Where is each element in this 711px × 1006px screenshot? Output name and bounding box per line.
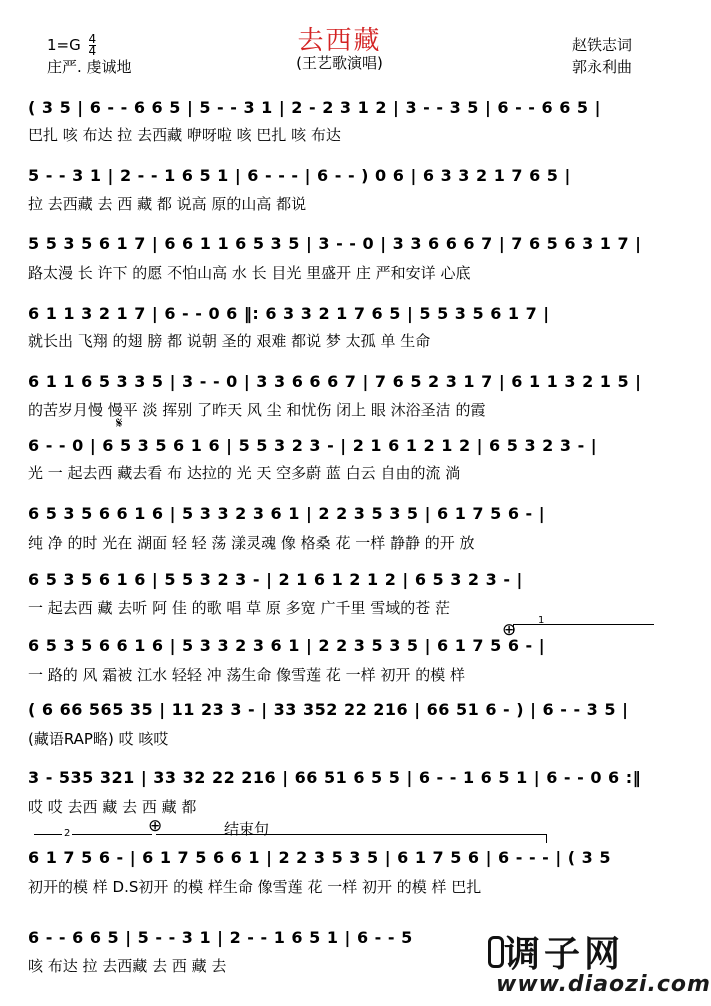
lyric-line-11: 哎 哎 去西 藏 去 西 藏 都 — [28, 798, 197, 816]
volta-2-bracket — [34, 828, 152, 843]
music-line-3: 5 5 3 5 6 1 7 | 6 6 1 1 6 5 3 5 | 3 - - 0 | 3 3 6 6 6 7 | 7 6 5 6 3 1 7 | — [28, 234, 642, 253]
segno-sign: 𝄋 — [116, 414, 123, 432]
composer: 郭永利曲 — [572, 58, 633, 76]
lyric-line-9: 一 路的 风 霜被 江水 轻轻 冲 荡生命 像雪莲 花 一样 初开 的模 样 — [28, 666, 465, 684]
volta-2-number: 2 — [64, 828, 71, 839]
coda-sign-2: ⊕ — [148, 816, 163, 836]
music-line-6: 6 - - 0 | 6 5 3 5 6 1 6 | 5 5 3 2 3 - | 2 1 6 1 2 1 2 | 6 5 3 2 3 - | — [28, 436, 598, 455]
time-denominator: 4 — [88, 44, 97, 58]
music-line-10: ( 6 66 565 35 | 11 23 3 - | 33 352 22 216 | 66 51 6 - ) | 6 - - 3 5 | — [28, 700, 629, 719]
music-line-1: ( 3 5 | 6 - - 6 6 5 | 5 - - 3 1 | 2 - 2 3 1 2 | 3 - - 3 5 | 6 - - 6 6 5 | — [28, 98, 601, 117]
music-line-4: 6 1 1 3 2 1 7 | 6 - - 0 6 ‖: 6 3 3 2 1 7 6 5 | 5 5 3 5 6 1 7 | — [28, 304, 550, 323]
music-line-11: 3 - 535 321 | 33 32 22 216 | 66 51 6 5 5 | 6 - - 1 6 5 1 | 6 - - 0 6 :‖ — [28, 768, 642, 787]
key-text: 1=G — [47, 36, 81, 54]
lyric-line-3: 路太漫 长 许下 的愿 不怕山高 水 长 目光 里盛开 庄 严和安详 心底 — [28, 264, 471, 282]
lyric-line-10: (藏语RAP略) 哎 咳哎 — [28, 730, 169, 748]
music-line-2: 5 - - 3 1 | 2 - - 1 6 5 1 | 6 - - - | 6 - - ) 0 6 | 6 3 3 2 1 7 6 5 | — [28, 166, 571, 185]
music-line-8: 6 5 3 5 6 1 6 | 5 5 3 2 3 - | 2 1 6 1 2 1 2 | 6 5 3 2 3 - | — [28, 570, 523, 589]
ending-label: 结束句 — [224, 820, 270, 838]
coda-sign-1: ⊕ — [502, 620, 517, 640]
music-line-9: 6 5 3 5 6 6 1 6 | 5 3 3 2 3 6 1 | 2 2 3 5 3 5 | 6 1 7 5 6 - | — [28, 636, 546, 655]
music-line-7: 6 5 3 5 6 6 1 6 | 5 3 3 2 3 6 1 | 2 2 3 5 3 5 | 6 1 7 5 6 - | — [28, 504, 546, 523]
lyric-line-13: 咳 布达 拉 去西藏 去 西 藏 去 — [28, 957, 227, 975]
site-watermark — [452, 922, 711, 1006]
singer-note: (王艺歌演唱) — [296, 54, 383, 72]
volta-1-number: 1 — [538, 615, 545, 626]
lyric-line-7: 纯 净 的时 光在 湖面 轻 轻 荡 漾灵魂 像 格桑 花 一样 静静 的开 放 — [28, 534, 475, 552]
expression-marking: 庄严. 虔诚地 — [47, 58, 132, 76]
music-line-12: 6 1 7 5 6 - | 6 1 7 5 6 6 1 | 2 2 3 5 3 5 | 6 1 7 5 6 | 6 - - - | ( 3 5 — [28, 848, 612, 867]
time-numerator: 4 — [88, 32, 97, 46]
lyric-line-12: 初开的模 样 D.S初开 的模 样生命 像雪莲 花 一样 初开 的模 样 巴扎 — [28, 878, 482, 896]
watermark-logo-text: 调子网 — [504, 934, 625, 975]
song-title: 去西藏 — [297, 26, 382, 56]
lyric-line-2: 拉 去西藏 去 西 藏 都 说高 原的山高 都说 — [28, 195, 307, 213]
watermark-url: www.diaozi.com — [496, 972, 711, 997]
lyric-line-4: 就长出 飞翔 的翅 膀 都 说朝 圣的 艰难 都说 梦 太孤 单 生命 — [28, 332, 431, 350]
lyric-line-8: 一 起去西 藏 去听 阿 佳 的歌 唱 草 原 多宽 广千里 雪域的苍 茫 — [28, 599, 450, 617]
lyric-line-1: 巴扎 咳 布达 拉 去西藏 咿呀啦 咳 巴扎 咳 布达 — [28, 126, 341, 144]
music-line-13: 6 - - 6 6 5 | 5 - - 3 1 | 2 - - 1 6 5 1 | 6 - - 5 — [28, 928, 413, 947]
volta-1-bracket — [513, 615, 654, 633]
music-line-5: 6 1 1 6 5 3 3 5 | 3 - - 0 | 3 3 6 6 6 7 | 7 6 5 2 3 1 7 | 6 1 1 3 2 1 5 | — [28, 372, 642, 391]
lyric-line-6: 光 一 起去西 藏去看 布 达拉的 光 天 空多蔚 蓝 白云 自由的流 淌 — [28, 464, 461, 482]
headphone-icon — [488, 936, 504, 968]
lyric-line-5: 的苦岁月慢 慢平 淡 挥别 了昨天 风 尘 和忧伤 闭上 眼 沐浴圣洁 的霞 — [28, 401, 486, 419]
lyricist: 赵铁志词 — [572, 36, 633, 54]
ending-bracket — [156, 834, 547, 843]
